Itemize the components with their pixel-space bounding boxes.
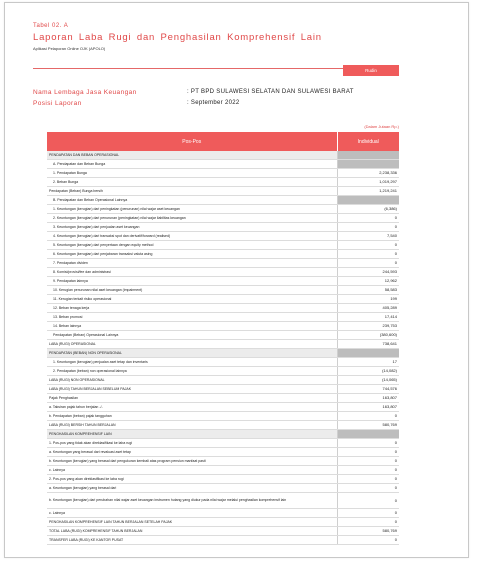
row-value [337,349,399,358]
table-row [47,295,399,304]
row-value: 163,807 [337,394,399,403]
row-value: 0 [337,484,399,493]
row-value: 0 [337,518,399,527]
table-row [47,367,399,376]
table-row [47,313,399,322]
row-label: 7. Pendapatan dividen [47,259,337,268]
row-value: 580,769 [337,421,399,430]
column-header-individual: Individual [337,132,399,151]
table-row [47,527,399,536]
row-label: 4. Keuntungan (kerugian) dari transaksi spot dan derivatif/forward (realised) [47,232,337,241]
table-header-row [47,132,399,151]
row-label: a. Keuntungan (kerugian) yang berasal dari [47,484,337,493]
row-value: 163,807 [337,403,399,412]
row-value: 12,962 [337,277,399,286]
table-row [47,250,399,259]
row-label: A. Pendapatan dan Beban Bunga [47,160,337,169]
position-label: Posisi Laporan [33,100,82,107]
row-value: 0 [337,493,399,509]
row-value: 738,641 [337,340,399,349]
institution-value: : PT BPD SULAWESI SELATAN DAN SULAWESI BARAT [187,89,354,95]
row-label: b. Keuntungan (kerugian) yang berasal dari pengukuran kembali atas program pensiun manfaat pasti [47,457,337,466]
row-label: TOTAL LABA (RUGI) KOMPREHENSIF TAHUN BERJALAN [47,527,337,536]
table-row [47,286,399,295]
row-label: c. Lainnya [47,466,337,475]
row-label: LABA (RUGI) BERSIH TAHUN BERJALAN [47,421,337,430]
row-value: 0 [337,412,399,421]
row-label: PENGHASILAN KOMPREHENSIF LAIN TAHUN BERJALAN SETELAH PAJAK [47,518,337,527]
row-label: 11. Kerugian terkait risiko operasional [47,295,337,304]
table-row [47,304,399,313]
table-row [47,385,399,394]
row-value: 0 [337,475,399,484]
table-row [47,187,399,196]
table-row [47,493,399,509]
row-label: 1. Keuntungan (kerugian) dari peningkatan (penurunan) nilai wajar aset keuangan [47,205,337,214]
row-value: 744,576 [337,385,399,394]
table-row [47,277,399,286]
row-label: 12. Beban tenaga kerja [47,304,337,313]
table-row [47,151,399,160]
table-row [47,518,399,527]
table-row [47,268,399,277]
row-value: 1,019,297 [337,178,399,187]
row-label: PENGHASILAN KOMPREHENSIF LAIN [47,430,337,439]
table-row [47,403,399,412]
row-label: 8. Komisi/provisi/fee dan administrasi [47,268,337,277]
table-row [47,178,399,187]
row-label: 2. Pos-pos yang akan direklasifikasi ke laba rugi [47,475,337,484]
table-row [47,475,399,484]
table-row [47,358,399,367]
column-header-pos: Pos-Pos [47,132,337,151]
table-row [47,536,399,545]
row-label: 2. Keuntungan (kerugian) dari penurunan (peningkatan) nilai wajar liabilitas keuangan [47,214,337,223]
row-value [337,151,399,160]
unit-note: (Dalam Jutaan Rp.) [364,124,399,129]
row-value: 0 [337,466,399,475]
institution-label: Nama Lembaga Jasa Keuangan [33,89,137,96]
table-row [47,169,399,178]
row-value: 239,753 [337,322,399,331]
table-row [47,196,399,205]
row-value: 7,540 [337,232,399,241]
row-label: LABA (RUGI) NON OPERASIONAL [47,376,337,385]
row-label: b. Keuntungan (kerugian) dari perubahan nilai wajar aset keuangan instrumen hutang yang diukur pada nilai wajar melalui penghasilan komprehensif lain [47,493,337,509]
row-label: 13. Beban promosi [47,313,337,322]
table-row [47,259,399,268]
table-row [47,457,399,466]
row-value: 0 [337,250,399,259]
table-row [47,421,399,430]
row-label: 2. Beban Bunga [47,178,337,187]
row-label: 5. Keuntungan (kerugian) dari penyertaan dengan equity method [47,241,337,250]
table-row [47,439,399,448]
row-value: 580,769 [337,527,399,536]
report-title: Laporan Laba Rugi dan Penghasilan Komprehensif Lain [33,32,322,43]
row-label: Pendapatan (Beban) Operasional Lainnya [47,331,337,340]
row-label: Pendapatan (Beban) Bunga bersih [47,187,337,196]
row-label: 2. Pendapatan (beban) non operasional lainnya [47,367,337,376]
row-label: TRANSFER LABA (RUGI) KE KANTOR PUSAT [47,536,337,545]
row-label: 1. Keuntungan (kerugian) penjualan aset tetap dan inventaris [47,358,337,367]
position-value: : September 2022 [187,100,240,106]
table-row [47,223,399,232]
row-value: (14,082) [337,367,399,376]
report-page [4,2,469,558]
row-label: 10. Kerugian penurunan nilai aset keuangan (impairment) [47,286,337,295]
row-label: LABA (RUGI) TAHUN BERJALAN SEBELUM PAJAK [47,385,337,394]
row-label: c. Lainnya [47,509,337,518]
table-row [47,322,399,331]
row-value: (6,386) [337,205,399,214]
row-label: 6. Keuntungan (kerugian) dari penjabaran transaksi valuta asing [47,250,337,259]
row-value: 0 [337,223,399,232]
app-name: Aplikasi Pelaporan Online OJK (APOLO) [33,46,106,51]
row-value: 0 [337,214,399,223]
table-row [47,466,399,475]
table-row [47,430,399,439]
financial-table [47,132,399,545]
row-value: (380,600) [337,331,399,340]
row-label: 14. Beban lainnya [47,322,337,331]
row-value: 17 [337,358,399,367]
row-label: 9. Pendapatan lainnya [47,277,337,286]
rudin-tab[interactable]: Rudin [343,65,399,76]
row-label: 1. Pendapatan Bunga [47,169,337,178]
row-value: 244,593 [337,268,399,277]
row-value [337,196,399,205]
row-label: 3. Keuntungan (kerugian) dari penjualan aset keuangan [47,223,337,232]
table-row [47,349,399,358]
row-value: 0 [337,536,399,545]
row-value: 199 [337,295,399,304]
table-row [47,160,399,169]
row-value [337,160,399,169]
row-value: 0 [337,241,399,250]
table-row [47,394,399,403]
row-value: 17,414 [337,313,399,322]
row-value: 58,583 [337,286,399,295]
table-row [47,376,399,385]
row-value [337,430,399,439]
row-label: PENDAPATAN DAN BEBAN OPERASIONAL [47,151,337,160]
table-row [47,448,399,457]
table-row [47,340,399,349]
table-row [47,412,399,421]
table-row [47,484,399,493]
table-row [47,232,399,241]
row-label: b. Pendapatan (beban) pajak tangguhan [47,412,337,421]
row-label: a. Taksiran pajak tahun berjalan -/- [47,403,337,412]
form-code: Tabel 02. A [33,23,69,29]
table-row [47,205,399,214]
row-value: 1,219,241 [337,187,399,196]
table-row [47,509,399,518]
row-label: 1. Pos-pos yang tidak akan direklasifikasi ke laba rugi [47,439,337,448]
table-row [47,241,399,250]
row-value: 0 [337,457,399,466]
row-label: PENDAPATAN (BEBAN) NON OPERASIONAL [47,349,337,358]
row-value: 405,289 [337,304,399,313]
row-value: 2,238,336 [337,169,399,178]
row-value: 0 [337,439,399,448]
row-value: 0 [337,259,399,268]
table-row [47,214,399,223]
row-label: LABA (RUGI) OPERASIONAL [47,340,337,349]
row-label: B. Pendapatan dan Beban Operasional Lainnya [47,196,337,205]
row-label: Pajak Penghasilan [47,394,337,403]
table-body [47,151,399,545]
row-value: (14,065) [337,376,399,385]
row-label: a. Keuntungan yang berasal dari revaluasi aset tetap [47,448,337,457]
row-value: 0 [337,509,399,518]
row-value: 0 [337,448,399,457]
table-row [47,331,399,340]
